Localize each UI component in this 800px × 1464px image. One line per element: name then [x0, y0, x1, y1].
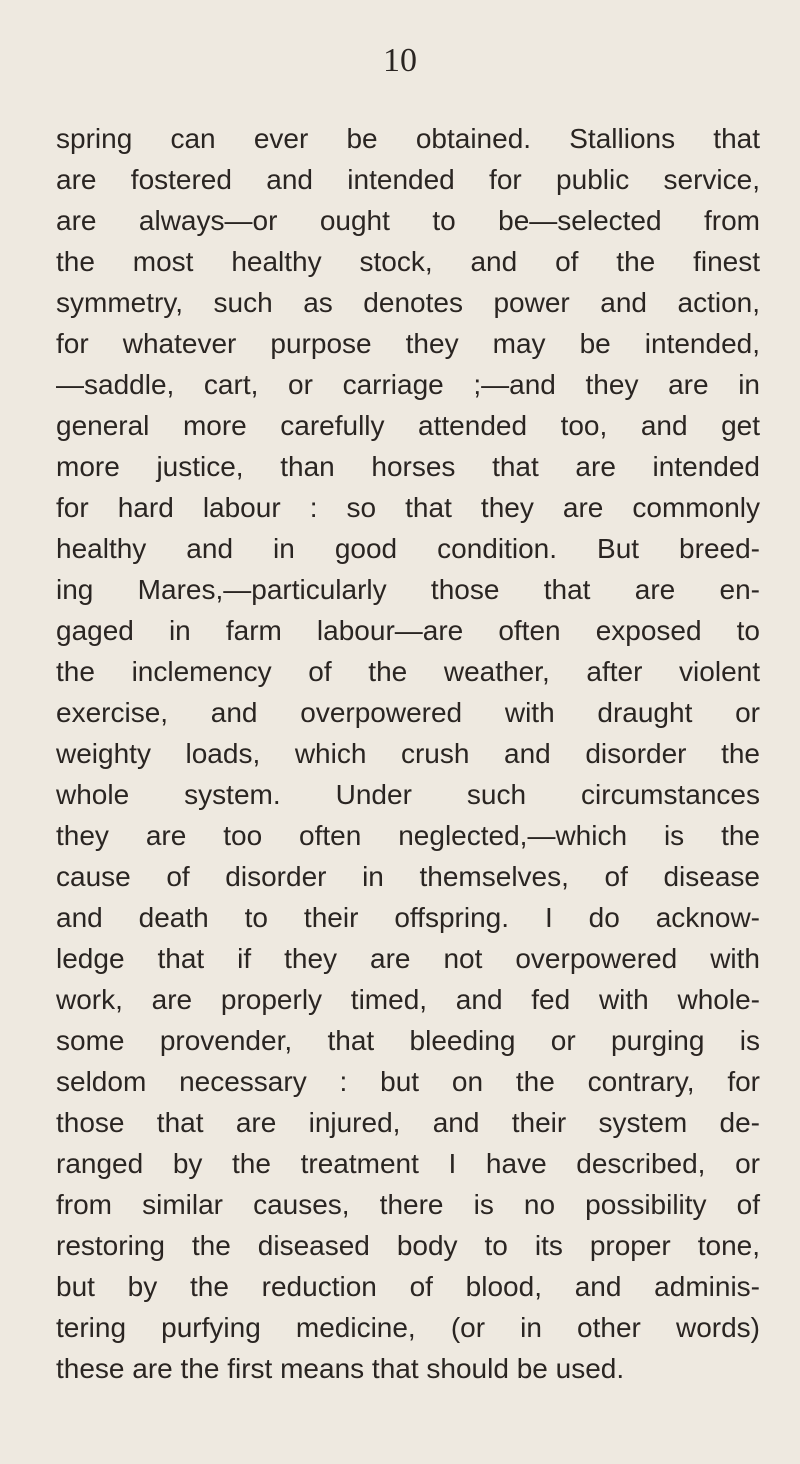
text-line: from similar causes, there is no possibility of [56, 1189, 760, 1220]
page-number: 10 [383, 42, 417, 79]
text-line: exercise, and overpowered with draught or [56, 697, 760, 728]
text-line: general more carefully attended too, and get [56, 410, 760, 441]
text-line: more justice, than horses that are intended [56, 451, 760, 482]
text-line: work, are properly timed, and fed with whole- [56, 984, 760, 1015]
text-line: they are too often neglected,—which is the [56, 820, 760, 851]
text-line: some provender, that bleeding or purging is [56, 1025, 760, 1056]
text-line: those that are injured, and their system de- [56, 1107, 760, 1138]
text-line: whole system. Under such circumstances [56, 779, 760, 810]
text-line: ing Mares,—particularly those that are en- [56, 574, 760, 605]
text-line: gaged in farm labour—are often exposed to [56, 615, 760, 646]
text-line: these are the first means that should be used. [56, 1353, 625, 1384]
text-line: weighty loads, which crush and disorder the [56, 738, 760, 769]
body-paragraph [56, 118, 760, 1389]
text-line: ledge that if they are not overpowered with [56, 943, 760, 974]
text-line: seldom necessary : but on the contrary, for [56, 1066, 760, 1097]
text-line: for whatever purpose they may be intended, [56, 328, 760, 359]
text-line: are fostered and intended for public service, [56, 164, 760, 195]
text-line: —saddle, cart, or carriage ;—and they are in [56, 369, 760, 400]
text-line: the most healthy stock, and of the finest [56, 246, 760, 277]
text-line: restoring the diseased body to its proper tone, [56, 1230, 760, 1261]
text-line: are always—or ought to be—selected from [56, 205, 760, 236]
text-line: the inclemency of the weather, after violent [56, 656, 760, 687]
text-line: healthy and in good condition. But breed- [56, 533, 760, 564]
text-line: symmetry, such as denotes power and action, [56, 287, 760, 318]
text-line: spring can ever be obtained. Stallions that [56, 123, 760, 154]
text-line: tering purfying medicine, (or in other words) [56, 1312, 760, 1343]
text-line: ranged by the treatment I have described, or [56, 1148, 760, 1179]
text-line: and death to their offspring. I do acknow- [56, 902, 760, 933]
text-line: but by the reduction of blood, and adminis- [56, 1271, 760, 1302]
text-line: cause of disorder in themselves, of disease [56, 861, 760, 892]
text-line: for hard labour : so that they are commonly [56, 492, 760, 523]
